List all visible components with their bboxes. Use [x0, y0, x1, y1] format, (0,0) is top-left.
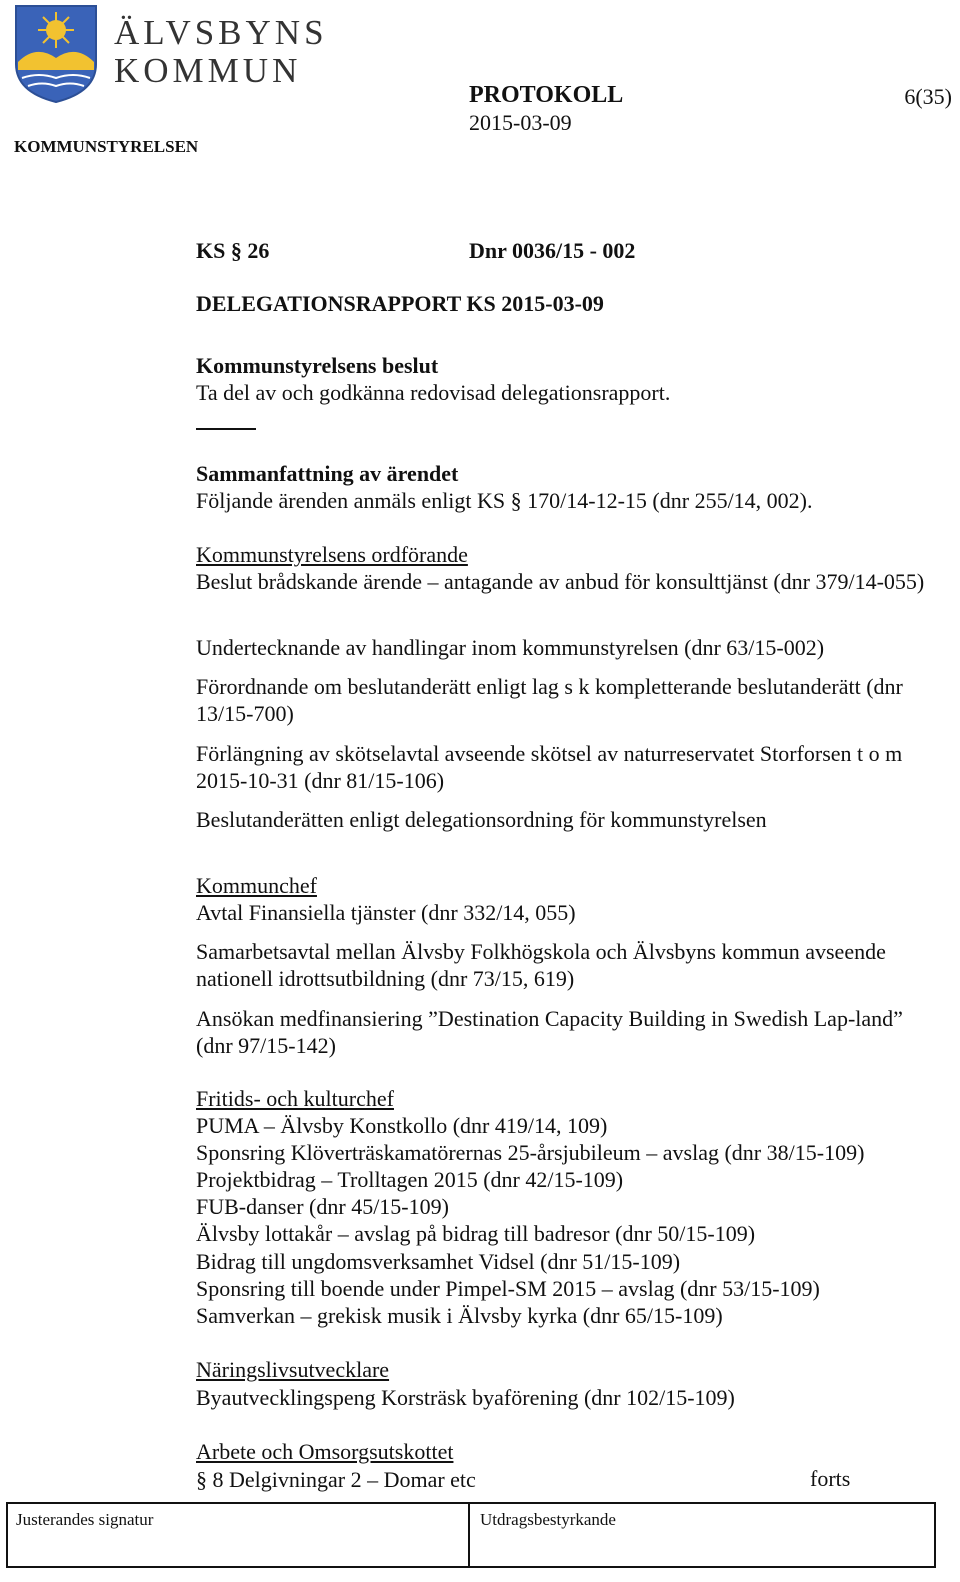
section-heading-fritids-kulturchef: Fritids- och kulturchef	[196, 1086, 394, 1111]
list-item: Samverkan – grekisk musik i Älvsby kyrka (dnr 65/15-109)	[196, 1303, 723, 1328]
list-item: Byautvecklingspeng Korsträsk byaförening (dnr 102/15-109)	[196, 1385, 735, 1410]
municipality-shield-logo	[14, 4, 98, 104]
list-item: Undertecknande av handlingar inom kommunstyrelsen (dnr 63/15-002)	[196, 635, 825, 660]
section-heading-kommunchef: Kommunchef	[196, 873, 317, 898]
case-title: DELEGATIONSRAPPORT KS 2015-03-09	[196, 291, 604, 316]
list-item: Förordnande om beslutanderätt enligt lag s k kompletterande beslutanderätt (dnr 13/15-700)	[196, 674, 903, 726]
list-item: Ansökan medfinansiering ”Destination Capacity Building in Swedish Lap-land” (dnr 97/15-142)	[196, 1006, 903, 1058]
separator-line	[196, 428, 256, 430]
decision-heading: Kommunstyrelsens beslut	[196, 353, 439, 378]
summary-text: Följande ärenden anmäls enligt KS § 170/14-12-15 (dnr 255/14, 002).	[196, 488, 813, 513]
list-item: Sponsring till boende under Pimpel-SM 2015 – avslag (dnr 53/15-109)	[196, 1276, 820, 1301]
list-item: § 8 Delgivningar 2 – Domar etc	[196, 1467, 476, 1492]
case-dnr: Dnr 0036/15 - 002	[469, 238, 636, 263]
summary-heading: Sammanfattning av ärendet	[196, 461, 459, 486]
signature-footer	[6, 1502, 936, 1568]
list-item: Avtal Finansiella tjänster (dnr 332/14, 055)	[196, 900, 576, 925]
list-item: Beslut brådskande ärende – antagande av anbud för konsulttjänst (dnr 379/14-055)	[196, 569, 925, 594]
organization-name: KOMMUNSTYRELSEN	[14, 137, 199, 156]
document-date: 2015-03-09	[469, 110, 572, 135]
list-item: Samarbetsavtal mellan Älvsby Folkhögskola och Älvsbyns kommun avseende nationell idrottsutbildning (dnr 73/15, 619)	[196, 939, 886, 991]
list-item: Projektbidrag – Trolltagen 2015 (dnr 42/15-109)	[196, 1167, 624, 1192]
wordmark-line-1: ÄLVSBYNS	[114, 13, 328, 52]
continuation-note: forts	[810, 1466, 851, 1491]
section-heading-arbete-omsorg: Arbete och Omsorgsutskottet	[196, 1439, 454, 1464]
document-type: PROTOKOLL	[469, 82, 624, 108]
case-paragraph: KS § 26	[196, 238, 270, 263]
list-item: FUB-danser (dnr 45/15-109)	[196, 1194, 449, 1219]
decision-text: Ta del av och godkänna redovisad delegationsrapport.	[196, 380, 671, 405]
list-item: Bidrag till ungdomsverksamhet Vidsel (dnr 51/15-109)	[196, 1249, 681, 1274]
list-item: PUMA – Älvsby Konstkollo (dnr 419/14, 109)	[196, 1113, 608, 1138]
list-item: Sponsring Klöverträskamatörernas 25-årsjubileum – avslag (dnr 38/15-109)	[196, 1140, 865, 1165]
utdragsbestyrkande-label: Utdragsbestyrkande	[480, 1510, 616, 1529]
footer-divider	[468, 1504, 470, 1566]
section-heading-naringslivsutvecklare: Näringslivsutvecklare	[196, 1357, 390, 1382]
list-item: Älvsby lottakår – avslag på bidrag till badresor (dnr 50/15-109)	[196, 1221, 756, 1246]
page-number: 6(35)	[904, 84, 952, 109]
municipality-wordmark	[114, 14, 328, 90]
wordmark-line-2: KOMMUN	[114, 51, 302, 90]
list-item: Beslutanderätten enligt delegationsordning för kommunstyrelsen	[196, 807, 767, 832]
list-item: Förlängning av skötselavtal avseende skötsel av naturreservatet Storforsen t o m 2015-10-31 (dnr 81/15-106)	[196, 741, 903, 793]
justerandes-signatur-label: Justerandes signatur	[16, 1510, 154, 1529]
section-heading-ordforande: Kommunstyrelsens ordförande	[196, 542, 468, 567]
